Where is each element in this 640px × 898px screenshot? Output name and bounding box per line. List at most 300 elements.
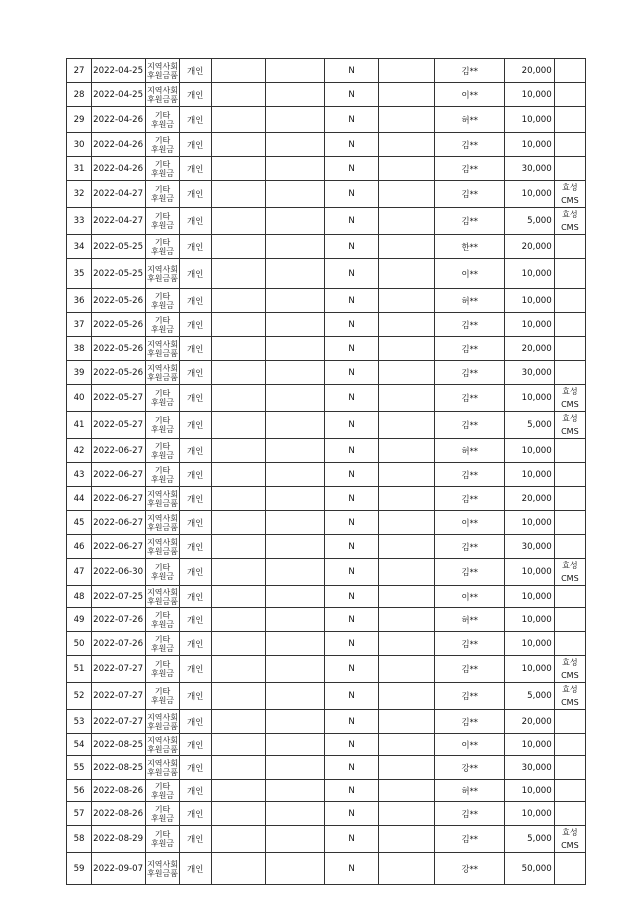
- row-donor-name: 허**: [435, 780, 505, 802]
- row-donor-type: 개인: [179, 313, 211, 337]
- row-amount: 20,000: [505, 710, 554, 734]
- category-line-2: 후원금품: [147, 596, 178, 606]
- category-line-2: 후원금: [150, 144, 175, 154]
- category-line-2: 후원금품: [147, 744, 178, 754]
- row-note: [554, 107, 585, 133]
- row-blank-cell: [211, 361, 265, 385]
- category-line-2: 후원금품: [147, 767, 178, 777]
- row-donor-type: 개인: [179, 710, 211, 734]
- row-date: 2022-04-26: [92, 157, 146, 181]
- row-donor-name: 김**: [435, 208, 505, 235]
- row-number: 41: [67, 412, 92, 439]
- row-number: 39: [67, 361, 92, 385]
- table-row: [67, 83, 586, 107]
- row-donor-type: 개인: [179, 412, 211, 439]
- row-blank-cell: [378, 608, 434, 632]
- row-category: [146, 853, 179, 885]
- row-donor-type: 개인: [179, 133, 211, 157]
- row-donor-type: 개인: [179, 157, 211, 181]
- row-amount: 10,000: [505, 511, 554, 535]
- row-blank-cell: [266, 487, 325, 511]
- row-blank-cell: [378, 439, 434, 463]
- row-category: [146, 826, 179, 853]
- row-date: 2022-05-26: [92, 289, 146, 313]
- table-row: [67, 412, 586, 439]
- row-blank-cell: [211, 208, 265, 235]
- row-number: 35: [67, 259, 92, 289]
- category-line-1: 지역사회: [147, 537, 178, 547]
- row-blank-cell: [211, 259, 265, 289]
- row-category: [146, 511, 179, 535]
- category-line-2: 후원금: [150, 119, 175, 129]
- category-line-2: 후원금품: [147, 498, 178, 508]
- row-blank-cell: [378, 853, 434, 885]
- row-blank-cell: [211, 337, 265, 361]
- row-donor-name: 김**: [435, 412, 505, 439]
- category-line-2: 후원금: [150, 398, 175, 407]
- row-blank-cell: [378, 83, 434, 107]
- table-row: [67, 313, 586, 337]
- row-blank-cell: [211, 559, 265, 586]
- row-number: 43: [67, 463, 92, 487]
- row-donor-type: 개인: [179, 463, 211, 487]
- row-donor-type: 개인: [179, 385, 211, 412]
- table-row: [67, 157, 586, 181]
- row-amount: 5,000: [505, 826, 554, 853]
- category-line-1: 기타: [154, 563, 171, 572]
- row-donor-name: 김**: [435, 463, 505, 487]
- category-line-1: 지역사회: [147, 712, 178, 722]
- row-note: [554, 412, 585, 439]
- row-donor-name: 허**: [435, 608, 505, 632]
- row-blank-cell: [266, 802, 325, 826]
- row-flag: N: [325, 208, 378, 235]
- row-flag: N: [325, 439, 378, 463]
- row-note: [554, 181, 585, 208]
- row-blank-cell: [266, 463, 325, 487]
- row-flag: N: [325, 826, 378, 853]
- row-note: [554, 632, 585, 656]
- category-line-2: 후원금: [150, 221, 175, 230]
- row-donor-type: 개인: [179, 780, 211, 802]
- row-category: [146, 259, 179, 289]
- row-blank-cell: [266, 412, 325, 439]
- row-amount: 30,000: [505, 157, 554, 181]
- row-note: [554, 259, 585, 289]
- row-blank-cell: [266, 608, 325, 632]
- row-note: [554, 853, 585, 885]
- row-flag: N: [325, 412, 378, 439]
- row-blank-cell: [211, 535, 265, 559]
- row-note: [554, 826, 585, 853]
- note-line-2: CMS: [561, 671, 579, 680]
- table-row: [67, 802, 586, 826]
- row-date: 2022-05-25: [92, 235, 146, 259]
- row-date: 2022-06-30: [92, 559, 146, 586]
- row-blank-cell: [211, 313, 265, 337]
- row-blank-cell: [211, 83, 265, 107]
- row-note: [554, 802, 585, 826]
- row-category: [146, 802, 179, 826]
- category-line-1: 기타: [154, 804, 171, 814]
- row-donor-name: 김**: [435, 385, 505, 412]
- row-blank-cell: [378, 656, 434, 683]
- row-blank-cell: [211, 853, 265, 885]
- row-date: 2022-08-26: [92, 780, 146, 802]
- category-line-1: 기타: [154, 291, 171, 301]
- row-donor-type: 개인: [179, 734, 211, 756]
- category-line-2: 후원금: [150, 619, 175, 629]
- row-date: 2022-07-27: [92, 683, 146, 710]
- row-date: 2022-07-26: [92, 632, 146, 656]
- row-category: [146, 559, 179, 586]
- row-category: [146, 439, 179, 463]
- category-line-2: 후원금품: [147, 522, 178, 532]
- row-note: [554, 133, 585, 157]
- row-blank-cell: [211, 734, 265, 756]
- row-note: [554, 756, 585, 780]
- category-line-1: 기타: [154, 185, 171, 194]
- row-date: 2022-05-26: [92, 361, 146, 385]
- category-line-2: 후원금: [150, 669, 175, 678]
- row-blank-cell: [266, 632, 325, 656]
- row-blank-cell: [211, 412, 265, 439]
- row-amount: 20,000: [505, 59, 554, 83]
- row-category: [146, 683, 179, 710]
- row-flag: N: [325, 608, 378, 632]
- row-flag: N: [325, 632, 378, 656]
- category-line-1: 기타: [154, 416, 171, 425]
- category-line-1: 기타: [154, 465, 171, 475]
- row-donor-type: 개인: [179, 107, 211, 133]
- row-category: [146, 361, 179, 385]
- row-date: 2022-06-27: [92, 487, 146, 511]
- row-donor-name: 김**: [435, 559, 505, 586]
- row-category: [146, 710, 179, 734]
- category-line-1: 기타: [154, 830, 171, 839]
- row-date: 2022-04-26: [92, 107, 146, 133]
- row-donor-name: 김**: [435, 683, 505, 710]
- category-line-1: 기타: [154, 389, 171, 398]
- row-amount: 10,000: [505, 289, 554, 313]
- row-blank-cell: [266, 107, 325, 133]
- row-date: 2022-04-27: [92, 181, 146, 208]
- category-line-1: 지역사회: [147, 85, 178, 95]
- row-blank-cell: [266, 826, 325, 853]
- row-blank-cell: [266, 656, 325, 683]
- note-line-1: 효성: [562, 183, 578, 192]
- row-date: 2022-08-25: [92, 756, 146, 780]
- row-donor-type: 개인: [179, 608, 211, 632]
- row-blank-cell: [378, 235, 434, 259]
- row-donor-name: 김**: [435, 710, 505, 734]
- row-note: [554, 289, 585, 313]
- row-blank-cell: [378, 107, 434, 133]
- row-number: 54: [67, 734, 92, 756]
- row-blank-cell: [378, 157, 434, 181]
- row-blank-cell: [266, 181, 325, 208]
- row-flag: N: [325, 802, 378, 826]
- row-blank-cell: [211, 756, 265, 780]
- category-line-1: 기타: [154, 237, 171, 247]
- row-donor-type: 개인: [179, 181, 211, 208]
- row-date: 2022-07-27: [92, 656, 146, 683]
- row-number: 28: [67, 83, 92, 107]
- row-donor-type: 개인: [179, 656, 211, 683]
- row-donor-name: 김**: [435, 313, 505, 337]
- row-date: 2022-06-27: [92, 439, 146, 463]
- row-donor-type: 개인: [179, 235, 211, 259]
- table-row: [67, 586, 586, 608]
- row-blank-cell: [266, 511, 325, 535]
- row-blank-cell: [378, 683, 434, 710]
- category-line-2: 후원금품: [147, 546, 178, 556]
- row-donor-type: 개인: [179, 802, 211, 826]
- row-blank-cell: [266, 559, 325, 586]
- row-number: 36: [67, 289, 92, 313]
- row-note: [554, 559, 585, 586]
- note-line-2: CMS: [561, 196, 579, 205]
- row-date: 2022-07-25: [92, 586, 146, 608]
- row-flag: N: [325, 107, 378, 133]
- row-donor-type: 개인: [179, 853, 211, 885]
- category-line-2: 후원금: [150, 450, 175, 460]
- row-donor-type: 개인: [179, 511, 211, 535]
- row-amount: 30,000: [505, 361, 554, 385]
- row-blank-cell: [378, 710, 434, 734]
- row-donor-type: 개인: [179, 632, 211, 656]
- table-body: [67, 59, 586, 885]
- row-blank-cell: [378, 632, 434, 656]
- row-donor-type: 개인: [179, 208, 211, 235]
- row-amount: 10,000: [505, 83, 554, 107]
- row-date: 2022-04-25: [92, 59, 146, 83]
- row-donor-type: 개인: [179, 59, 211, 83]
- row-date: 2022-05-27: [92, 412, 146, 439]
- table-row: [67, 608, 586, 632]
- category-line-1: 기타: [154, 660, 171, 669]
- row-amount: 5,000: [505, 683, 554, 710]
- row-blank-cell: [378, 734, 434, 756]
- row-category: [146, 608, 179, 632]
- row-flag: N: [325, 559, 378, 586]
- row-category: [146, 107, 179, 133]
- row-number: 56: [67, 780, 92, 802]
- row-blank-cell: [266, 157, 325, 181]
- row-date: 2022-07-27: [92, 710, 146, 734]
- row-amount: 10,000: [505, 107, 554, 133]
- row-number: 34: [67, 235, 92, 259]
- table-row: [67, 259, 586, 289]
- category-line-1: 지역사회: [147, 489, 178, 499]
- note-line-1: 효성: [562, 210, 578, 219]
- row-blank-cell: [266, 780, 325, 802]
- category-line-2: 후원금: [150, 572, 175, 581]
- note-line-2: CMS: [561, 574, 579, 583]
- row-amount: 20,000: [505, 487, 554, 511]
- row-amount: 10,000: [505, 802, 554, 826]
- category-line-1: 기타: [154, 687, 171, 696]
- row-flag: N: [325, 683, 378, 710]
- row-flag: N: [325, 83, 378, 107]
- table-row: [67, 756, 586, 780]
- row-flag: N: [325, 535, 378, 559]
- row-category: [146, 586, 179, 608]
- row-flag: N: [325, 511, 378, 535]
- row-blank-cell: [378, 826, 434, 853]
- row-amount: 20,000: [505, 337, 554, 361]
- row-donor-name: 김**: [435, 59, 505, 83]
- table-row: [67, 59, 586, 83]
- row-note: [554, 463, 585, 487]
- row-number: 52: [67, 683, 92, 710]
- row-category: [146, 463, 179, 487]
- category-line-1: 기타: [154, 781, 171, 791]
- row-blank-cell: [378, 412, 434, 439]
- row-donor-name: 강**: [435, 756, 505, 780]
- row-category: [146, 734, 179, 756]
- row-flag: N: [325, 157, 378, 181]
- row-number: 32: [67, 181, 92, 208]
- row-donor-name: 김**: [435, 802, 505, 826]
- table-row: [67, 107, 586, 133]
- row-category: [146, 756, 179, 780]
- row-amount: 50,000: [505, 853, 554, 885]
- row-amount: 10,000: [505, 313, 554, 337]
- row-note: [554, 586, 585, 608]
- row-date: 2022-09-07: [92, 853, 146, 885]
- row-note: [554, 608, 585, 632]
- table-row: [67, 780, 586, 802]
- donation-table: [66, 58, 586, 885]
- row-note: [554, 337, 585, 361]
- table-row: [67, 181, 586, 208]
- category-line-1: 기타: [154, 634, 171, 644]
- row-number: 47: [67, 559, 92, 586]
- row-blank-cell: [266, 734, 325, 756]
- row-donor-name: 강**: [435, 853, 505, 885]
- row-category: [146, 181, 179, 208]
- row-blank-cell: [266, 337, 325, 361]
- table-row: [67, 337, 586, 361]
- row-amount: 10,000: [505, 181, 554, 208]
- table-row: [67, 683, 586, 710]
- row-donor-name: 허**: [435, 439, 505, 463]
- row-blank-cell: [266, 361, 325, 385]
- row-blank-cell: [378, 559, 434, 586]
- row-donor-name: 김**: [435, 181, 505, 208]
- row-note: [554, 235, 585, 259]
- row-donor-name: 김**: [435, 826, 505, 853]
- row-flag: N: [325, 586, 378, 608]
- row-category: [146, 83, 179, 107]
- row-donor-type: 개인: [179, 259, 211, 289]
- category-line-2: 후원금: [150, 696, 175, 705]
- row-date: 2022-08-25: [92, 734, 146, 756]
- row-blank-cell: [211, 487, 265, 511]
- row-flag: N: [325, 235, 378, 259]
- row-blank-cell: [378, 780, 434, 802]
- row-blank-cell: [378, 59, 434, 83]
- row-date: 2022-05-26: [92, 313, 146, 337]
- row-category: [146, 59, 179, 83]
- row-category: [146, 487, 179, 511]
- row-blank-cell: [211, 107, 265, 133]
- category-line-1: 기타: [154, 135, 171, 145]
- row-flag: N: [325, 756, 378, 780]
- table-row: [67, 826, 586, 853]
- table-row: [67, 487, 586, 511]
- row-note: [554, 59, 585, 83]
- category-line-2: 후원금: [150, 839, 175, 848]
- category-line-1: 지역사회: [147, 339, 178, 349]
- row-blank-cell: [211, 608, 265, 632]
- row-flag: N: [325, 337, 378, 361]
- note-line-2: CMS: [561, 400, 579, 409]
- row-number: 37: [67, 313, 92, 337]
- row-blank-cell: [266, 385, 325, 412]
- row-donor-type: 개인: [179, 756, 211, 780]
- row-number: 55: [67, 756, 92, 780]
- table-row: [67, 559, 586, 586]
- row-donor-name: 김**: [435, 487, 505, 511]
- row-flag: N: [325, 313, 378, 337]
- row-number: 38: [67, 337, 92, 361]
- row-date: 2022-08-29: [92, 826, 146, 853]
- row-blank-cell: [211, 181, 265, 208]
- note-line-2: CMS: [561, 223, 579, 232]
- category-line-2: 후원금: [150, 324, 175, 334]
- row-blank-cell: [211, 511, 265, 535]
- row-blank-cell: [378, 535, 434, 559]
- row-amount: 5,000: [505, 208, 554, 235]
- row-number: 46: [67, 535, 92, 559]
- row-flag: N: [325, 487, 378, 511]
- category-line-1: 지역사회: [147, 264, 178, 274]
- row-blank-cell: [211, 133, 265, 157]
- row-date: 2022-08-26: [92, 802, 146, 826]
- row-flag: N: [325, 259, 378, 289]
- row-flag: N: [325, 133, 378, 157]
- row-note: [554, 683, 585, 710]
- table-row: [67, 439, 586, 463]
- row-amount: 10,000: [505, 439, 554, 463]
- table-row: [67, 710, 586, 734]
- row-blank-cell: [378, 313, 434, 337]
- table-row: [67, 385, 586, 412]
- row-blank-cell: [211, 385, 265, 412]
- row-donor-type: 개인: [179, 361, 211, 385]
- row-donor-type: 개인: [179, 559, 211, 586]
- row-donor-name: 김**: [435, 133, 505, 157]
- note-line-2: CMS: [561, 698, 579, 707]
- row-category: [146, 656, 179, 683]
- row-blank-cell: [211, 59, 265, 83]
- row-amount: 10,000: [505, 133, 554, 157]
- row-donor-type: 개인: [179, 535, 211, 559]
- row-blank-cell: [266, 586, 325, 608]
- row-donor-name: 이**: [435, 83, 505, 107]
- category-line-2: 후원금품: [147, 372, 178, 382]
- row-number: 48: [67, 586, 92, 608]
- row-date: 2022-07-26: [92, 608, 146, 632]
- row-blank-cell: [266, 683, 325, 710]
- row-donor-name: 김**: [435, 535, 505, 559]
- row-donor-name: 김**: [435, 337, 505, 361]
- row-donor-name: 허**: [435, 289, 505, 313]
- row-blank-cell: [378, 208, 434, 235]
- row-date: 2022-04-25: [92, 83, 146, 107]
